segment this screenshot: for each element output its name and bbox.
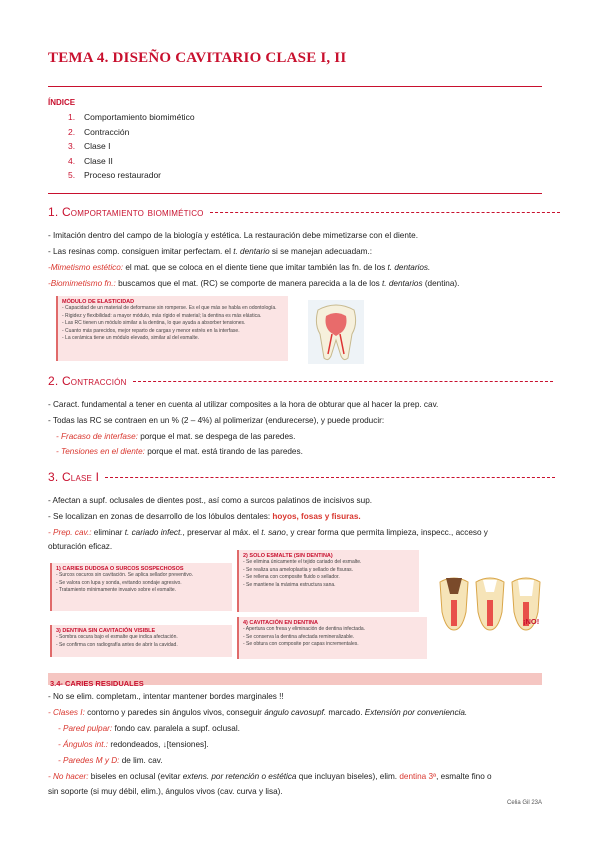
elasticity-box-title: MÓDULO DE ELASTICIDAD (62, 299, 135, 305)
sec34-line-6: - No hacer: biseles en oclusal (evitar extens. por retención o estética que incluyan biseles), elim. dentina 3ª, esmalte fino o (48, 772, 492, 781)
sec34-line-2: - Clases I: contorno y paredes sin ángulos vivos, conseguir ángulo cavosupf. marcado. Extensión por conveniencia. (48, 708, 468, 717)
sec3-line-4: obturación eficaz. (48, 542, 113, 551)
elasticity-box (56, 296, 288, 361)
tooth-cross-section-image (308, 300, 364, 364)
index-rule (48, 193, 542, 194)
section-band-3-4: 3.4- CARIES RESIDUALES (48, 673, 542, 685)
box-title: 3) DENTINA SIN CAVITACIÓN VISIBLE (56, 628, 156, 634)
index-item-3[interactable]: 3. Clase I (68, 141, 111, 151)
elasticity-line: - Rigidez y flexibilidad: a mayor módulo, más rígido el material; la dentina es más elástica. (62, 312, 262, 319)
class1-box-3 (50, 625, 232, 657)
sec34-line-4: - Ángulos int.: redondeados, ↓[tensiones]. (58, 740, 209, 749)
index-item-2[interactable]: 2. Contracción (68, 126, 130, 137)
elasticity-line: - La cerámica tiene un módulo elevado, similar al del esmalte. (62, 335, 200, 341)
elasticity-line: - Las RC tienen un módulo similar a la dentina, lo que ayuda a absorber tensiones. (62, 320, 246, 326)
sec34-line-3: - Pared pulpar: fondo cav. paralela a supf. oclusal. (58, 724, 240, 733)
sec2-line-4: - Tensiones en el diente: porque el mat. está tirando de las paredes. (56, 447, 303, 456)
sec1-line-1: - Imitación dentro del campo de la biología y estética. La restauración debe mimetizarse con el diente. (48, 231, 419, 240)
no-label: ¡NO! (523, 617, 540, 626)
class1-box-4 (237, 617, 427, 659)
sec34-line-5: - Paredes M y D: de lim. cav. (58, 756, 163, 765)
class1-box-2 (237, 550, 419, 612)
box-line: - Apertura con fresa y eliminación de dentina infectada. (243, 626, 366, 632)
box-line: - Tratamiento mínimamente invasivo sobre el esmalte. (56, 587, 177, 593)
box-line: - Se elimina únicamente el tejido cariado del esmalte. (243, 559, 362, 565)
elasticity-line: - Capacidad de un material de deformarse sin romperse. Es el que más se habla en odontología. (62, 305, 277, 311)
index-item-1[interactable]: 1. Comportamiento biomimético (68, 112, 195, 122)
sec34-line-1: - No se elim. completam., intentar mantener bordes marginales !! (48, 692, 284, 701)
sec2-line-3: - Fracaso de interfase: porque el mat. se despega de las paredes. (56, 432, 296, 441)
section-heading-2: 2. Contracción (48, 374, 553, 388)
box-line: - Se mantiene la máxima estructura sana. (243, 581, 336, 588)
sec2-line-2: - Todas las RC se contraen en un % (2 – 4%) al polimerizar (endurecerse), y puede producir: (48, 416, 385, 425)
box-line: - Se valora con lupa y sonda, evitando sondaje agresivo. (56, 579, 182, 586)
title-rule (48, 86, 542, 87)
box-line: - Sombra oscura bajo el esmalte que indica afectación. (56, 634, 178, 640)
sec1-line-4: -Biomimetismo fn.: buscamos que el mat. (RC) se comporte de manera parecida a la de los t. dentarios (dentina). (48, 279, 460, 288)
index-list (68, 110, 195, 183)
sec2-line-1: - Caract. fundamental a tener en cuenta al utilizar composites a la hora de obturar que al hacer la prep. cav. (48, 400, 439, 409)
section-heading-3: 3. Clase I (48, 470, 555, 484)
box-line: - Surcos oscuros sin cavitación. Se aplica sellador preventivo. (56, 572, 194, 578)
box-line: - Se rellena con composite fluido o sellador. (243, 574, 340, 580)
page-title: TEMA 4. DISEÑO CAVITARIO CLASE I, II (48, 50, 347, 66)
index-item-4[interactable]: 4. Clase II (68, 155, 113, 166)
sec3-line-3: - Prep. cav.: eliminar t. cariado infect., preservar al máx. el t. sano, y crear forma que permita limpieza, inspecc., acceso y (48, 528, 488, 537)
box-line: - Se conserva la dentina afectada remineralizable. (243, 633, 355, 640)
sec1-line-3: -Mimetismo estético: el mat. que se coloca en el diente tiene que imitar también las fn. de los t. dentarios. (48, 263, 431, 272)
sec1-line-2: - Las resinas comp. consiguen imitar perfectam. el t. dentario si se manejan adecuadam.: (48, 247, 373, 256)
box-title: 2) SOLO ESMALTE (SIN DENTINA) (243, 553, 333, 559)
elasticity-line: - Cuanto más parecidos, mejor reparto de cargas y menor estrés en la interfase. (62, 327, 240, 334)
box-title: 1) CARIES DUDOSA O SURCOS SOSPECHOSOS (56, 566, 184, 572)
box-line: - Se realiza una ameloplastia y sellado de fisuras. (243, 566, 354, 573)
box-line: - Se obtura con composite por capas incrementales. (243, 641, 359, 647)
class1-box-1 (50, 563, 232, 611)
index-heading: ÍNDICE (48, 98, 76, 107)
sec3-line-1: - Afectan a supf. oclusales de dientes post., así como a surcos palatinos de incisivos sup. (48, 496, 373, 505)
footer-author: Celia Gil 23A (506, 800, 542, 806)
box-title: 4) CAVITACIÓN EN DENTINA (243, 620, 318, 626)
index-item-5[interactable]: 5. Proceso restaurador (68, 170, 162, 180)
box-line: - Se confirma con radiografía antes de abrir la cavidad. (56, 641, 178, 648)
sec3-line-2: - Se localizan en zonas de desarrollo de los lóbulos dentales: hoyos, fosas y fisuras. (48, 512, 361, 521)
section-heading-1: 1. Comportamiento biomimético (48, 205, 560, 219)
sec34-line-7: sin soporte (si muy débil, elim.), ángulos vivos (cav. curva y lisa). (48, 787, 283, 796)
